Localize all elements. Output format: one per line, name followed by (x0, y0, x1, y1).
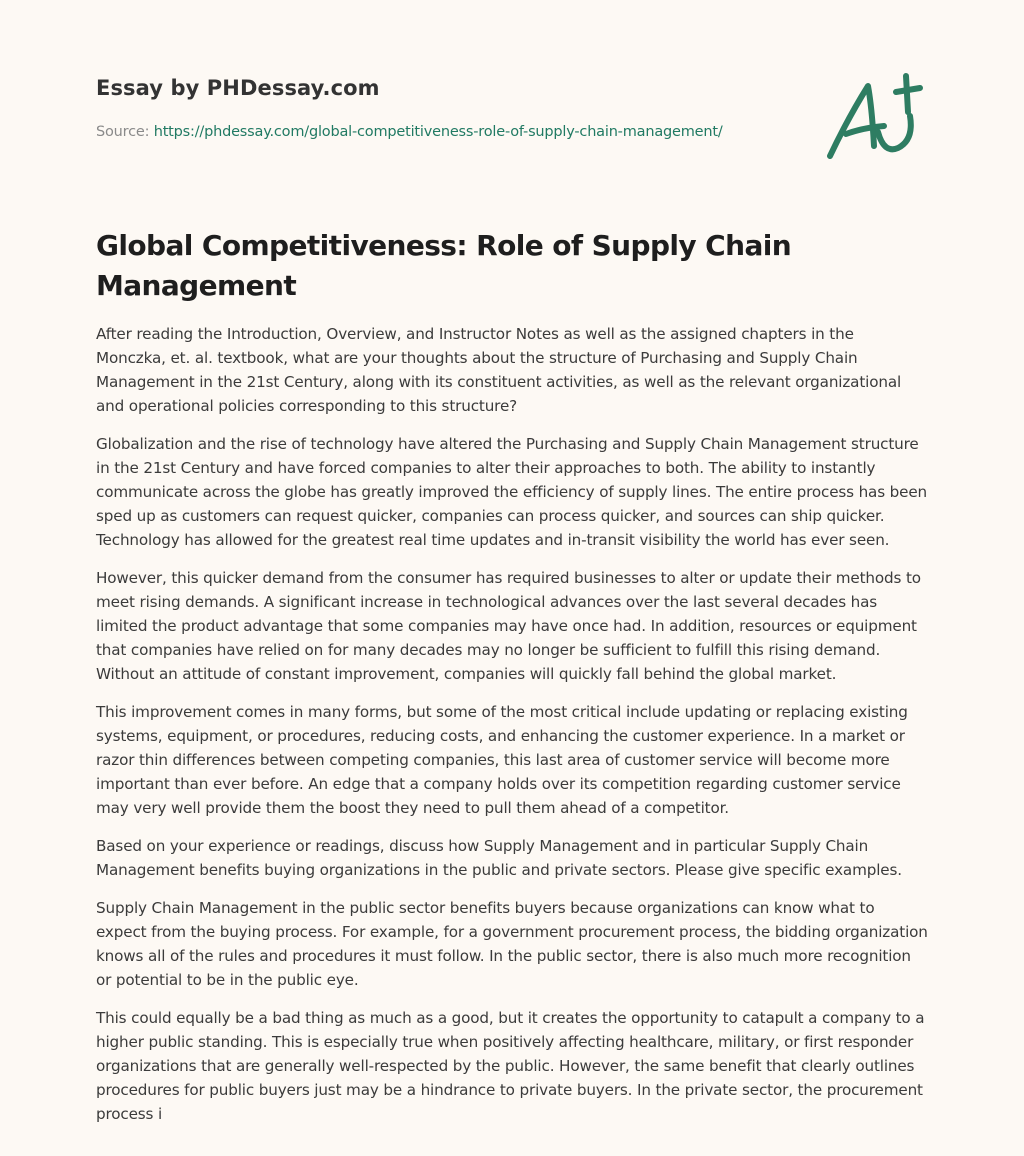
source-link[interactable]: https://phdessay.com/global-competitiveness-role-of-supply-chain-management/ (153, 124, 723, 140)
essay-body (96, 322, 928, 1140)
essay-paragraph: After reading the Introduction, Overview, and Instructor Notes as well as the assigned chapters in the Monczka, et. al. textbook, what are your thoughts about the structure of Purchasing and Supply Chain Management in the 21st Century, along with its constituent activities, as well as the relevant organizational and operational policies corresponding to this structure? (96, 325, 902, 415)
essay-title: Global Competitiveness: Role of Supply Chain Management (96, 229, 792, 302)
a-plus-grade-icon (822, 68, 928, 164)
source-label: Source: (96, 124, 154, 140)
essay-paragraph: Supply Chain Management in the public sector benefits buyers because organizations can know what to expect from the buying process. For example, for a government procurement process, the bidding organization knows all of the rules and procedures it must follow. In the public sector, there is also much more recognition or potential to be in the public eye. (96, 899, 928, 989)
essay-paragraph: This could equally be a bad thing as much as a good, but it creates the opportunity to catapult a company to a higher public standing. This is especially true when positively affecting healthcare, military, or first responder organizations that are generally well-respected by the public. However, the same benefit that clearly outlines procedures for public buyers just may be a hindrance to private buyers. In the private sector, the procurement process i (96, 1009, 925, 1123)
page-header (96, 0, 928, 200)
brand-title: Essay by PHDessay.com (96, 76, 380, 100)
essay-paragraph: This improvement comes in many forms, but some of the most critical include updating or replacing existing systems, equipment, or procedures, reducing costs, and enhancing the customer experience. In a market or razor thin differences between competing companies, this last area of customer service will become more important than ever before. An edge that a company holds over its competition regarding customer service may very well provide them the boost they need to pull them ahead of a competitor. (96, 703, 908, 817)
essay-page (96, 0, 928, 1123)
essay-paragraph: Based on your experience or readings, discuss how Supply Management and in particular Supply Chain Management benefits buying organizations in the public and private sectors. Please give specific examples. (96, 837, 902, 879)
source-line (96, 124, 723, 140)
essay-paragraph: Globalization and the rise of technology have altered the Purchasing and Supply Chain Management structure in the 21st Century and have forced companies to alter their approaches to both. The ability to instantly communicate across the globe has greatly improved the efficiency of supply lines. The entire process has been sped up as customers can request quicker, companies can process quicker, and sources can ship quicker. Technology has allowed for the greatest real time updates and in-transit visibility the world has ever seen. (96, 435, 928, 549)
essay-paragraph: However, this quicker demand from the consumer has required businesses to alter or update their methods to meet rising demands. A significant increase in technological advances over the last several decades has limited the product advantage that some companies may have once had. In addition, resources or equipment that companies have relied on for many decades may no longer be sufficient to fulfill this rising demand. Without an attitude of constant improvement, companies will quickly fall behind the global market. (96, 569, 921, 683)
